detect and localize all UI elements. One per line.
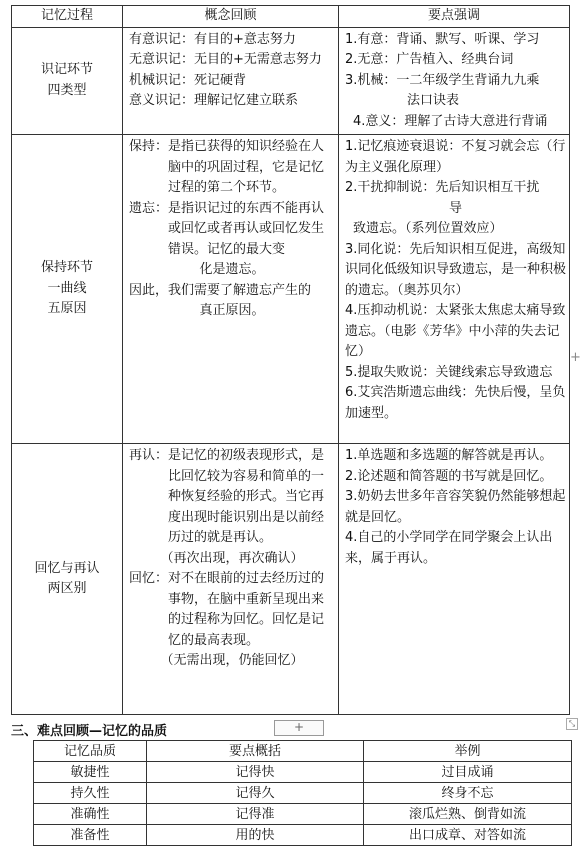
definition-text: 对不在眼前的过去经历过的事物，在脑中重新呈现出来的过程称为回忆。回忆是记忆的最高表现。 [168, 571, 325, 648]
keep-definition [129, 137, 335, 199]
add-row-button[interactable]: + [274, 720, 324, 736]
table-row-recall [12, 444, 570, 715]
process-cell [12, 444, 123, 715]
header-summary: 要点概括 [147, 741, 364, 762]
concept-cell [123, 444, 339, 715]
table-row [34, 804, 572, 825]
concept-line: 无意识记：无目的+无需意志努力 [129, 52, 322, 67]
point-line: 3.同化说：先后知识相互促进，高级知识同化低级知识导致遗忘，是一种积极的遗忘。（奥苏贝尔） [345, 241, 567, 298]
table-header-row [12, 6, 570, 28]
process-cell [12, 27, 123, 135]
example-cell: 过目成诵 [364, 762, 572, 783]
point-line: 3.奶奶去世多年音容笑貌仍然能够想起就是回忆。 [345, 489, 566, 525]
concept-line: 机械识记：死记硬背 [129, 72, 247, 88]
section-title: 三、难点回顾—记忆的品质 [11, 724, 168, 739]
header-process: 记忆过程 [12, 6, 123, 28]
definition-label: 再认： [129, 448, 169, 463]
process-subtitle: 四类型 [47, 82, 87, 98]
point-line: 1.有意：背诵、默写、听课、学习 [345, 31, 540, 47]
point-line: 5.提取失败说：关键线索忘导致遗忘 [345, 364, 553, 380]
quality-cell: 准备性 [34, 825, 147, 846]
point-line: 1.单选题和多选题的解答就是再认。 [345, 448, 553, 463]
table-header-row [34, 741, 572, 762]
concept-line: 意义识记：理解记忆建立联系 [129, 93, 299, 108]
points-cell [339, 444, 570, 715]
example-cell: 终身不忘 [364, 783, 572, 804]
table-row [34, 825, 572, 846]
definition-text: 是指已获得的知识经验在人脑中的巩固过程，它是记忆过程的第二个环节。 [168, 139, 325, 195]
definition-label: 回忆： [129, 571, 169, 586]
point-line: 1.记忆痕迹衰退说：不复习就会忘（行为主义强化原理） [345, 139, 566, 175]
definition-note: （无需出现，仍能回忆） [160, 653, 304, 668]
process-subtitle: 五原因 [47, 301, 87, 317]
table-row-encoding [12, 27, 570, 135]
point-line: 4.意义：理解了古诗大意进行背诵 [353, 113, 548, 129]
points-cell [339, 135, 570, 444]
quality-cell: 准确性 [34, 804, 147, 825]
resize-arrows-icon: ⤡ [566, 718, 578, 730]
quality-cell: 持久性 [34, 783, 147, 804]
point-line: 致遗忘。（系列位置效应） [353, 221, 503, 236]
memory-process-table [11, 5, 570, 715]
conclusion-text: 因此，我们需要了解遗忘产生的 [129, 282, 312, 298]
summary-cell: 记得久 [147, 783, 364, 804]
example-cell: 滚瓜烂熟、倒背如流 [364, 804, 572, 825]
table-resize-handle[interactable] [566, 718, 578, 730]
header-concept: 概念回顾 [123, 6, 339, 28]
point-line: 3.机械：一二年级学生背诵九九乘 [345, 72, 540, 88]
concept-cell [123, 27, 339, 135]
header-quality: 记忆品质 [34, 741, 147, 762]
add-column-plus-icon[interactable]: + [570, 350, 581, 365]
process-cell [12, 135, 123, 444]
process-subtitle: 一曲线 [47, 280, 87, 296]
forget-definition [129, 199, 335, 261]
definition-text: 化是遗忘。 [199, 262, 265, 277]
point-line: 4.压抑动机说：太紧张太焦虑太痛导致遗忘。（电影《芳华》中小萍的失去记忆） [345, 303, 566, 359]
recall-definition [129, 569, 335, 651]
point-line: 2.无意：广告植入、经典台词 [345, 52, 514, 67]
process-title: 保持环节 [40, 260, 93, 276]
conclusion-text: 真正原因。 [199, 303, 265, 318]
summary-cell: 记得准 [147, 804, 364, 825]
definition-text: 是指识记过的东西不能再认或回忆或者再认或回忆发生错误。记忆的最大变 [168, 200, 325, 257]
memory-quality-table [33, 740, 572, 846]
recognition-definition [129, 446, 335, 549]
header-points: 要点强调 [339, 6, 570, 28]
summary-cell: 用的快 [147, 825, 364, 846]
table-row-retention [12, 135, 570, 444]
quality-cell: 敏捷性 [34, 762, 147, 783]
example-cell: 出口成章、对答如流 [364, 825, 572, 846]
table-row [34, 762, 572, 783]
definition-note: （再次出现，再次确认） [160, 550, 304, 566]
concept-line: 有意识记：有目的+意志努力 [129, 31, 296, 47]
point-line: 法口诀表 [407, 93, 460, 108]
process-title: 识记环节 [40, 62, 93, 78]
point-line: 2.论述题和简答题的书写就是回忆。 [345, 468, 553, 484]
point-line: 6.艾宾浩斯遗忘曲线：先快后慢，呈负加速型。 [345, 385, 566, 421]
point-line: 4.自己的小学同学在同学聚会上认出来，属于再认。 [345, 530, 553, 566]
point-line: 2.干扰抑制说：先后知识相互干扰 [345, 180, 540, 195]
process-subtitle: 两区别 [47, 581, 87, 596]
summary-cell: 记得快 [147, 762, 364, 783]
header-example: 举例 [364, 741, 572, 762]
table-row [34, 783, 572, 804]
concept-cell [123, 135, 339, 444]
point-line: 导 [448, 200, 462, 216]
definition-text: 是记忆的初级表现形式，是比回忆较为容易和简单的一种恢复经验的形式。当它再度出现时能识别出是以前经历过的就是再认。 [168, 448, 325, 545]
definition-label: 遗忘： [129, 200, 169, 216]
definition-label: 保持： [129, 139, 169, 154]
process-title: 回忆与再认 [34, 560, 100, 576]
points-cell [339, 27, 570, 135]
